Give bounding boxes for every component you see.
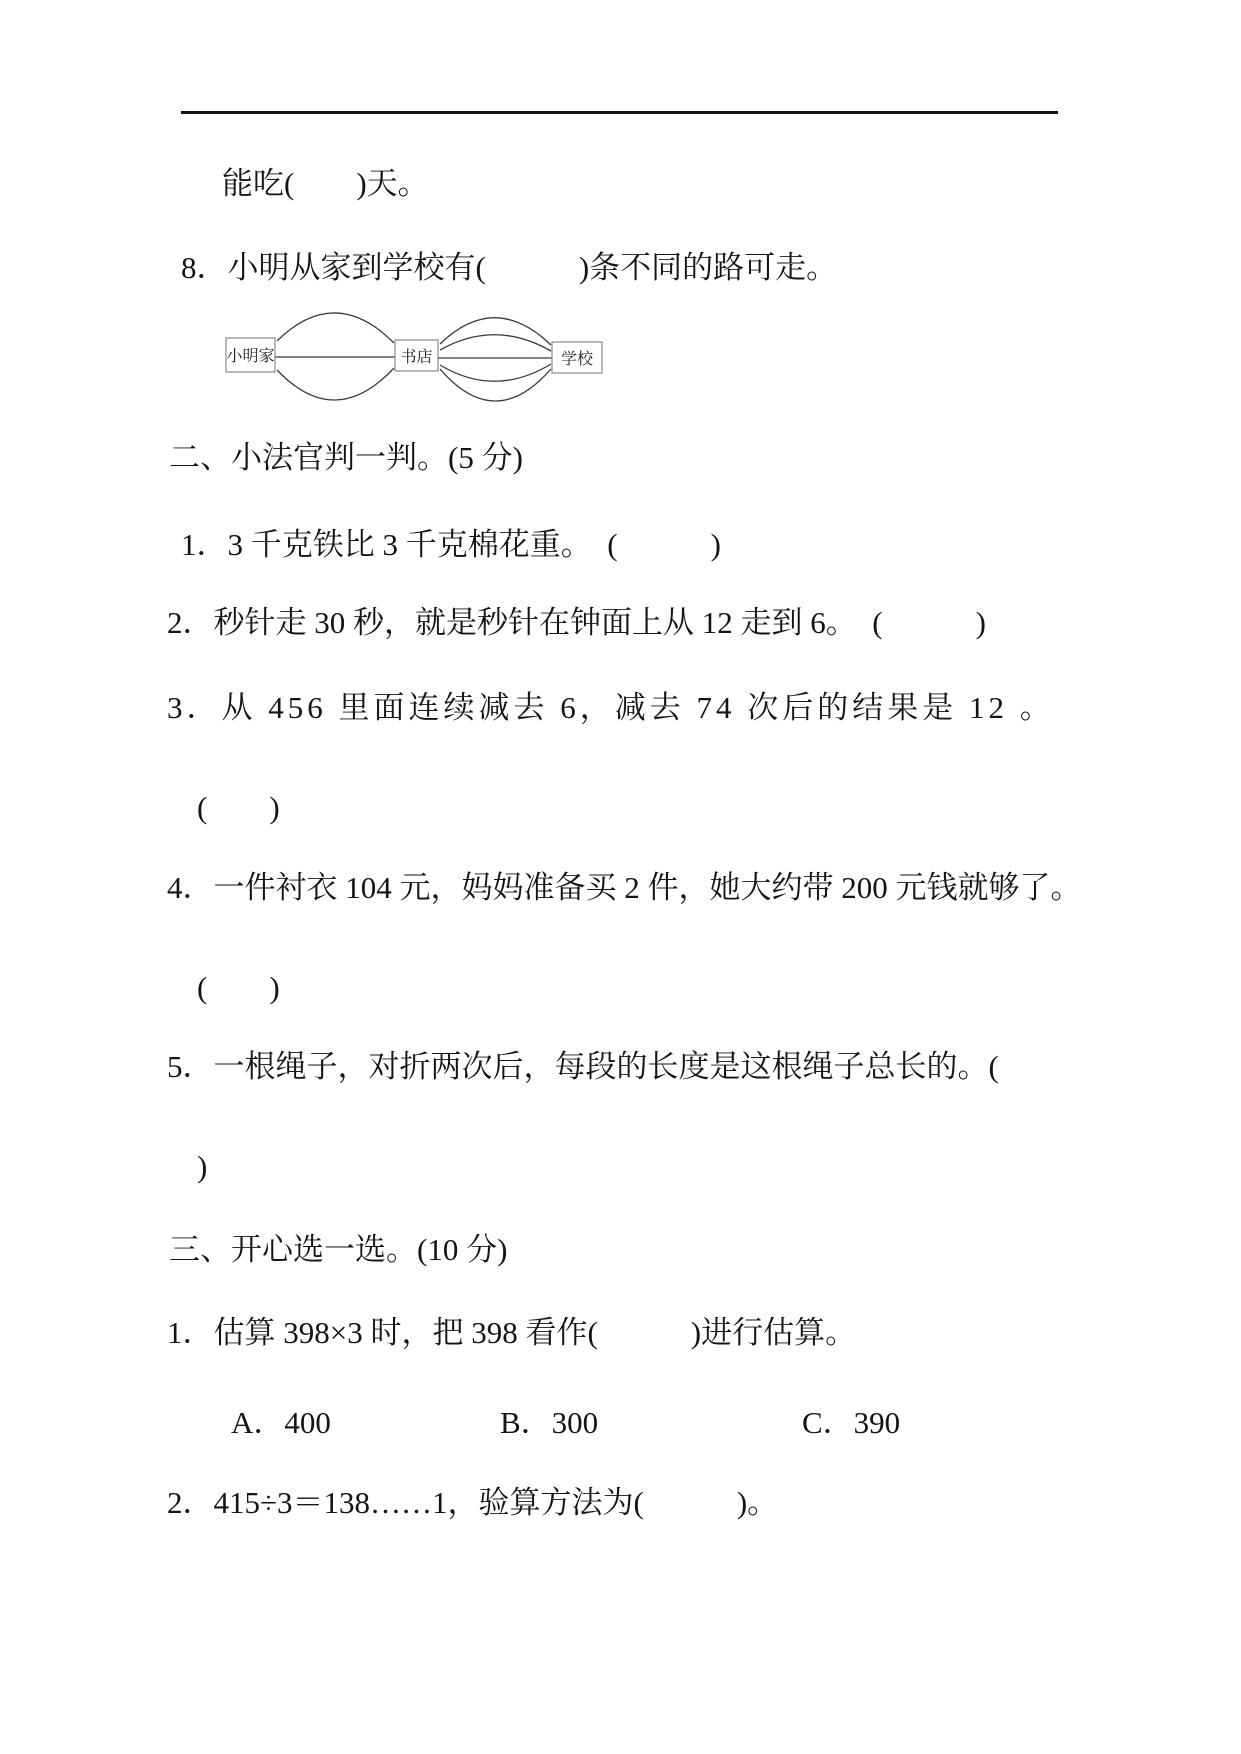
judge-question-3-answer-blank: ( ) [197,790,280,825]
paths-diagram [200,300,620,410]
choice-question-1-option-b: B．300 [500,1405,599,1440]
judge-question-2: 2．秒针走 30 秒，就是秒针在钟面上从 12 走到 6。 ( ) [167,605,986,640]
judge-question-5: 5．一根绳子，对折两次后，每段的长度是这根绳子总长的。( [167,1049,999,1084]
judge-question-1: 1．3 千克铁比 3 千克棉花重。 ( ) [181,527,721,562]
home-label: 小明家 [226,348,275,365]
judge-question-3: 3．从 456 里面连续减去 6，减去 74 次后的结果是 12 。 [167,690,1055,725]
routes-home-to-bookstore [275,313,395,400]
school-label: 学校 [560,351,594,368]
judge-question-5-answer-blank: ) [197,1149,208,1184]
choice-question-2: 2．415÷3＝138……1，验算方法为( )。 [167,1485,779,1520]
routes-bookstore-to-school [438,318,552,401]
choice-question-1-option-c: C．390 [802,1405,901,1440]
question-8-text: 8．小明从家到学校有( )条不同的路可走。 [181,250,838,285]
section-judge-heading: 二、小法官判一判。(5 分) [169,440,523,475]
judge-question-4: 4．一件衬衣 104 元，妈妈准备买 2 件，她大约带 200 元钱就够了。 [167,870,1082,905]
choice-question-1: 1．估算 398×3 时，把 398 看作( )进行估算。 [167,1315,857,1350]
page-header-rule [181,111,1058,114]
section-choice-heading: 三、开心选一选。(10 分) [169,1232,508,1267]
question-7-continuation: 能吃( )天。 [222,166,429,201]
bookstore-label: 书店 [400,349,433,366]
judge-question-4-answer-blank: ( ) [197,970,280,1005]
choice-question-1-option-a: A．400 [231,1405,331,1440]
